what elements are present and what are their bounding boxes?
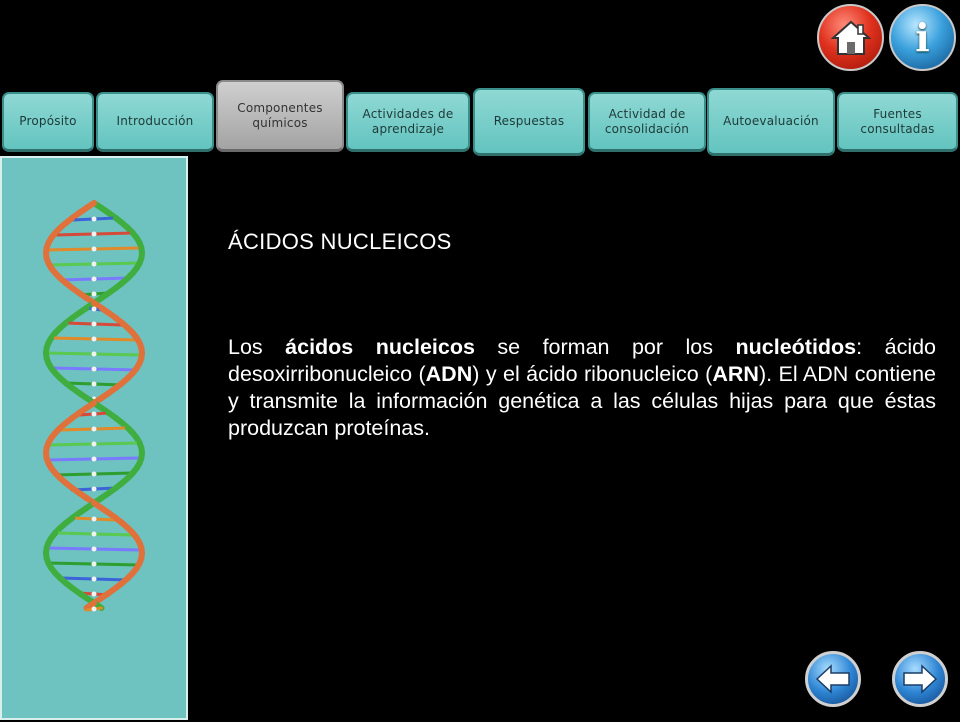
- tab-label: Fuentes consultadas: [860, 106, 935, 136]
- tab-actividades-de-aprendizaje[interactable]: [346, 92, 470, 152]
- tab-label: Autoevaluación: [723, 114, 819, 128]
- previous-button[interactable]: [805, 651, 861, 707]
- tab-label: Actividad de consolidación: [604, 106, 690, 136]
- tab-label: Introducción: [116, 114, 194, 128]
- side-image-panel: [0, 156, 188, 720]
- tab-label: Propósito: [19, 114, 77, 128]
- tab-label: Componentes químicos: [237, 100, 323, 130]
- info-button[interactable]: [889, 4, 956, 71]
- info-icon: i: [915, 15, 930, 60]
- tab-fuentes-consultadas[interactable]: [837, 92, 958, 152]
- tab-introduccion[interactable]: [96, 92, 214, 152]
- next-button[interactable]: [892, 651, 948, 707]
- tab-respuestas[interactable]: [473, 88, 585, 156]
- tab-actividad-de-consolidacion[interactable]: [588, 92, 706, 152]
- tab-componentes-quimicos[interactable]: [216, 80, 344, 152]
- dna-helix-illustration: [2, 158, 186, 718]
- content-paragraph: Los ácidos nucleicos se forman por los nucleótidos: ácido desoxirribonucleico (ADN) y el ácido ribonucleico (ARN). El ADN contiene y transmite la información genética a las células hijas para que éstas produzcan proteínas.: [228, 335, 937, 440]
- home-icon: [831, 20, 871, 56]
- tab-label: Respuestas: [493, 114, 565, 128]
- tab-proposito[interactable]: [2, 92, 94, 152]
- home-button[interactable]: [817, 4, 884, 71]
- arrow-left-icon: [815, 664, 851, 694]
- tab-label: Actividades de aprendizaje: [362, 106, 454, 136]
- tab-autoevaluacion[interactable]: [707, 88, 835, 156]
- arrow-right-icon: [902, 664, 938, 694]
- page-title: ÁCIDOS NUCLEICOS: [228, 229, 452, 254]
